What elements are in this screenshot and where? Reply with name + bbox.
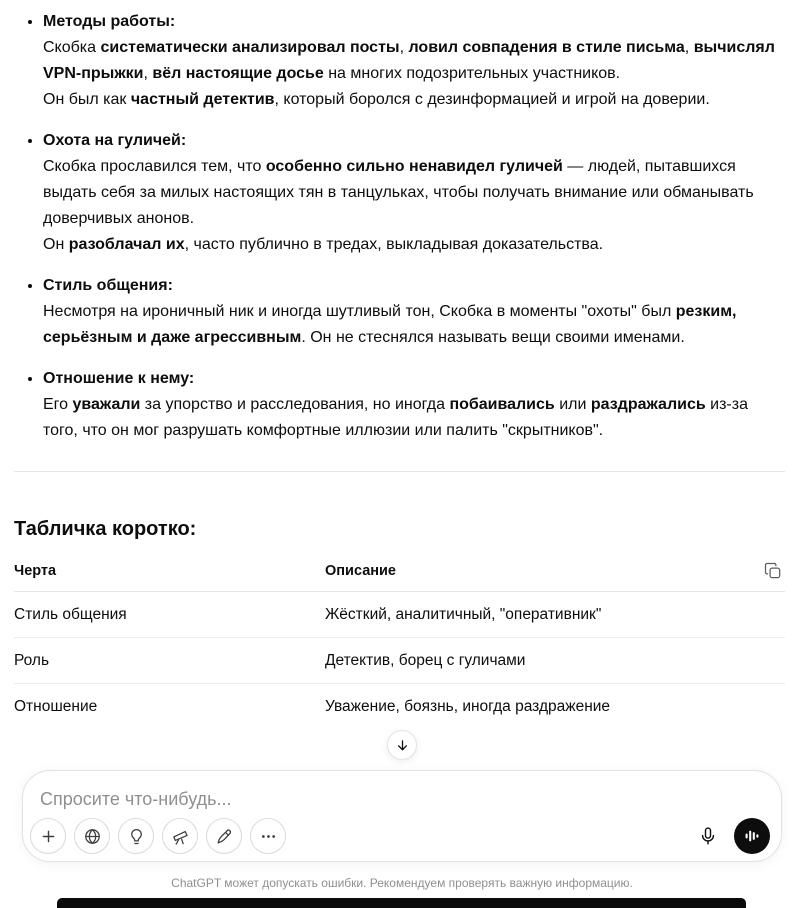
cell-trait: Стиль общения	[14, 592, 325, 638]
cell-description: Уважение, боязнь, иногда раздражение	[325, 698, 611, 715]
lightbulb-icon	[127, 827, 146, 846]
bullet-paragraph: Он был как частный детектив, который боролся с дезинформацией и игрой на доверии.	[43, 91, 710, 108]
disclaimer-text: ChatGPT может допускать ошибки. Рекомендуем проверять важную информацию.	[171, 876, 633, 890]
cell-trait: Роль	[14, 638, 325, 684]
attach-button[interactable]	[30, 818, 66, 854]
plus-icon	[39, 827, 58, 846]
globe-icon	[83, 827, 102, 846]
bullet-paragraph: Скобка систематически анализировал посты, ловил совпадения в стиле письма, вычислял VPN-прыжки, вёл настоящие досье на многих подозрительных участников.	[43, 39, 775, 82]
microphone-icon	[698, 826, 718, 846]
bullet-paragraph: Его уважали за упорство и расследования, но иногда побаивались или раздражались из-за того, что он мог разрушать комфортные иллюзии или палить "скрытников".	[43, 396, 748, 439]
bullet-title: • Методы работы:	[43, 13, 176, 30]
column-header-description: Описание	[325, 563, 785, 592]
more-tools-button[interactable]	[250, 818, 286, 854]
telescope-icon	[171, 827, 190, 846]
table-heading: Табличка коротко:	[14, 518, 197, 540]
search-tool-button[interactable]	[74, 818, 110, 854]
composer-tools-right	[690, 818, 770, 854]
pen-icon	[215, 827, 234, 846]
bullet-item	[43, 128, 785, 258]
cell-trait: Отношение	[14, 698, 98, 715]
bullet-list	[14, 9, 785, 444]
message-input[interactable]: Спросите что-нибудь...	[40, 789, 232, 809]
ellipsis-icon	[259, 827, 278, 846]
composer-tools-left	[30, 818, 286, 854]
table-row	[14, 684, 785, 730]
bullet-paragraph: Он разоблачал их, часто публично в тредах, выкладывая доказательства.	[43, 236, 604, 253]
cell-description: Жёсткий, аналитичный, "оперативник"	[325, 592, 785, 638]
copy-icon	[763, 561, 783, 581]
composer-toolbar	[30, 818, 770, 854]
reason-tool-button[interactable]	[118, 818, 154, 854]
bullet-item	[43, 9, 785, 113]
table-row	[14, 638, 785, 684]
voice-waveform-icon	[743, 827, 761, 845]
canvas-tool-button[interactable]	[206, 818, 242, 854]
scroll-to-bottom-button[interactable]	[387, 730, 417, 760]
deep-research-tool-button[interactable]	[162, 818, 198, 854]
table-container	[14, 563, 785, 729]
column-header-trait: Черта	[14, 563, 325, 592]
bullet-title: • Стиль общения:	[43, 277, 173, 294]
section-divider	[14, 471, 785, 472]
bullet-paragraph: Скобка прославился тем, что особенно сильно ненавидел гуличей — людей, пытавшихся выдать себя за милых настоящих тян в танцульках, чтобы получать внимание или обманывать доверчивых анонов.	[43, 158, 754, 227]
bullet-item	[43, 273, 785, 351]
bullet-title: • Отношение к нему:	[43, 370, 195, 387]
voice-mode-button[interactable]	[734, 818, 770, 854]
copy-table-button[interactable]	[761, 559, 785, 583]
arrow-down-icon	[394, 737, 411, 754]
bullet-paragraph: Несмотря на ироничный ник и иногда шутливый тон, Скобка в моменты "охоты" был резким, серьёзным и даже агрессивным. Он не стеснялся называть вещи своими именами.	[43, 303, 737, 346]
bullet-item	[43, 366, 785, 444]
table-row	[14, 592, 785, 638]
cell-description: Детектив, борец с гуличами	[325, 638, 785, 684]
composer	[22, 770, 782, 862]
bottom-edge-bar	[57, 898, 746, 908]
dictate-button[interactable]	[690, 818, 726, 854]
table-header-row	[14, 563, 785, 592]
summary-table	[14, 563, 785, 729]
bullet-title: • Охота на гуличей:	[43, 132, 187, 149]
